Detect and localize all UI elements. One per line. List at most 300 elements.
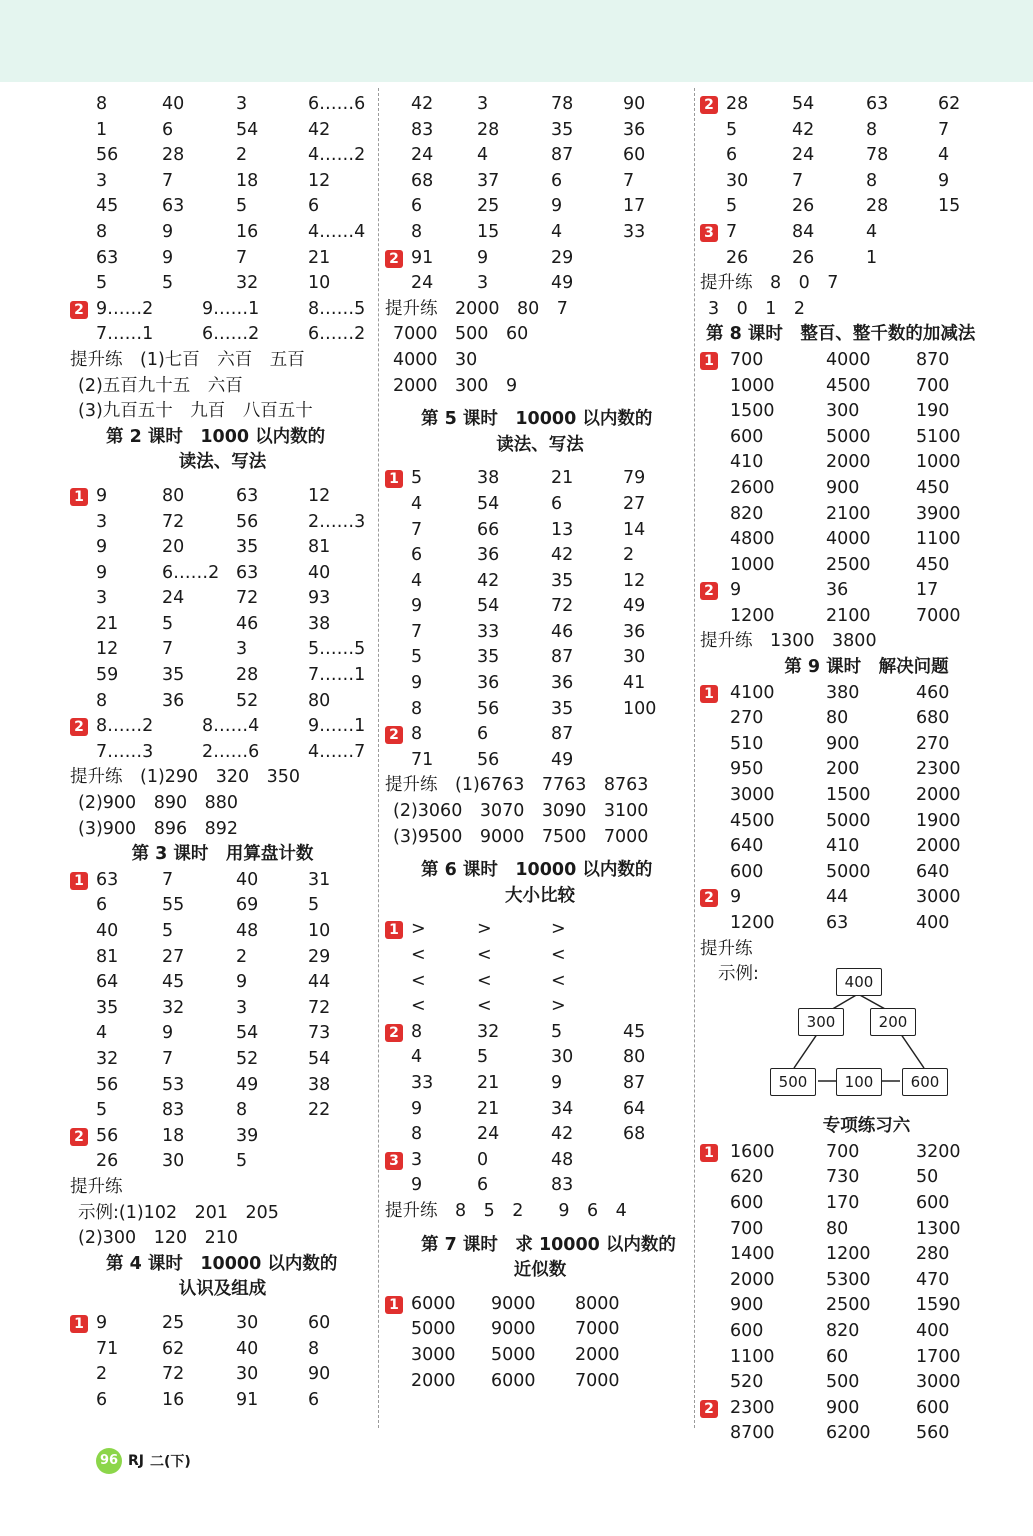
answer-cell: 450 (916, 554, 950, 575)
answer-cell: 8 (236, 1100, 248, 1121)
spacer (385, 850, 695, 858)
answer-cell: 730 (826, 1167, 860, 1188)
answer-cell: 3 (96, 511, 108, 532)
text-line: (3)九百五十 九百 八百五十 (78, 401, 313, 422)
answer-row (385, 569, 695, 595)
answer-cell: 62 (938, 94, 961, 114)
answer-cell: 21 (308, 247, 331, 268)
answer-cell: 17 (623, 196, 646, 217)
answer-cell: 63 (96, 247, 119, 268)
answer-cell: 3000 (730, 785, 775, 806)
answer-row (385, 118, 695, 144)
answer-cell: 270 (916, 733, 950, 754)
text-line: (2)五百九十五 六百 (78, 375, 243, 396)
answer-cell: 26 (792, 247, 815, 268)
answer-row (70, 970, 375, 996)
answer-row (700, 1140, 1033, 1166)
answer-cell: 15 (938, 196, 961, 217)
answer-row (70, 118, 375, 144)
answer-cell: 42 (551, 1124, 574, 1145)
answer-cell: 68 (623, 1124, 646, 1145)
answer-cell: 2300 (916, 759, 961, 780)
answer-cell: 29 (551, 247, 574, 268)
question-number-badge: 1 (70, 488, 88, 506)
answer-cell: 1200 (826, 1244, 871, 1265)
answer-cell: 280 (916, 1244, 950, 1265)
answer-cell: 90 (623, 94, 646, 114)
answer-row (70, 535, 375, 561)
answer-cell: 3000 (411, 1344, 456, 1365)
answer-cell: 2000 (411, 1370, 456, 1391)
answer-cell: 5 (162, 921, 174, 941)
text-line: 提升练 (700, 938, 753, 959)
answer-cell: 6 (726, 145, 738, 166)
answer-cell: 900 (730, 1295, 764, 1316)
answer-row (70, 689, 375, 715)
spacer (70, 476, 375, 484)
answer-row (700, 1370, 1033, 1396)
answer-cell: 7 (236, 247, 248, 268)
answer-cell: 7……3 (96, 741, 154, 762)
answer-cell: 9 (477, 247, 489, 268)
answer-cell: 2 (96, 1364, 108, 1385)
answer-cell: 950 (730, 759, 764, 780)
answer-row (385, 92, 695, 118)
answer-cell: 3000 (916, 887, 961, 908)
answer-cell: 63 (826, 913, 849, 933)
answer-cell: 91 (411, 247, 434, 268)
answer-cell: 40 (162, 94, 185, 114)
answer-cell: 81 (308, 537, 331, 558)
answer-row (385, 271, 695, 297)
answer-cell: 20 (162, 537, 185, 558)
lesson-heading: 第 7 课时 求 10000 以内数的 (421, 1234, 676, 1255)
answer-cell: 5000 (826, 426, 871, 447)
answer-cell: 72 (551, 596, 574, 617)
answer-cell: 45 (162, 972, 185, 993)
answer-row (700, 374, 1033, 400)
answer-cell: 9 (411, 1098, 423, 1119)
answer-cell: 83 (551, 1175, 574, 1196)
answer-row (700, 425, 1033, 451)
answer-cell: 6 (411, 545, 423, 566)
answer-cell: 0 (477, 1149, 489, 1170)
answer-cell: 10 (308, 921, 331, 941)
answer-cell: 7 (162, 170, 174, 191)
answer-row (700, 1165, 1033, 1191)
answer-cell: 4 (411, 570, 423, 591)
answer-cell: 9 (162, 1023, 174, 1044)
answer-row (385, 994, 695, 1020)
answer-row (385, 645, 695, 671)
answer-cell: 9 (96, 537, 108, 558)
answer-cell: 78 (866, 145, 889, 166)
answer-row (385, 1317, 695, 1343)
answer-cell: 87 (551, 145, 574, 166)
answer-cell: 40 (96, 921, 119, 941)
answer-row (700, 578, 1033, 604)
answer-column-2 (385, 92, 695, 1394)
answer-cell: 50 (916, 1167, 939, 1188)
answer-row (70, 220, 375, 246)
answer-cell: 7000 (916, 605, 961, 626)
question-number-badge: 1 (700, 1144, 718, 1162)
answer-row (385, 466, 695, 492)
answer-cell: 42 (477, 570, 500, 591)
answer-cell: 35 (551, 119, 574, 140)
answer-row (700, 604, 1033, 630)
answer-cell: 5000 (411, 1319, 456, 1340)
text-line: (2)3060 3070 3090 3100 (393, 801, 649, 822)
answer-cell: 18 (236, 170, 259, 191)
answer-cell: 49 (551, 749, 574, 770)
answer-row (700, 783, 1033, 809)
answer-cell: 700 (730, 1218, 764, 1239)
answer-cell: 87 (551, 647, 574, 668)
answer-row (70, 945, 375, 971)
answer-cell: 6200 (826, 1423, 871, 1444)
answer-cell: 52 (236, 1048, 259, 1069)
answer-cell: 6……2 (202, 324, 260, 345)
answer-cell: 410 (826, 836, 860, 857)
answer-row (70, 169, 375, 195)
answer-cell: 170 (826, 1192, 860, 1213)
answer-cell: 8 (308, 1338, 320, 1359)
text-line: 提升练 1300 3800 (700, 631, 877, 652)
answer-cell: 3 (96, 170, 108, 191)
answer-cell: 8……2 (96, 716, 154, 737)
answer-cell: 4 (866, 221, 878, 242)
answer-cell: 80 (826, 708, 849, 729)
answer-cell: 3 (236, 997, 248, 1018)
answer-cell: 600 (730, 1320, 764, 1341)
text-line: 4000 30 (393, 349, 478, 370)
answer-cell: 8700 (730, 1423, 775, 1444)
answer-cell: 28 (162, 145, 185, 166)
answer-cell: 56 (96, 145, 119, 166)
answer-cell: 4500 (730, 810, 775, 831)
answer-row (70, 586, 375, 612)
question-number-badge: 2 (700, 582, 718, 600)
answer-cell: 700 (826, 1141, 860, 1162)
answer-cell: 7……1 (96, 324, 154, 345)
answer-cell: 4 (477, 145, 489, 166)
answer-cell: 68 (411, 170, 434, 191)
answer-row (70, 663, 375, 689)
answer-cell: 83 (411, 119, 434, 140)
text-line: 示例:(1)102 201 205 (78, 1202, 279, 1223)
answer-cell: 36 (162, 690, 185, 711)
answer-row (70, 1047, 375, 1073)
answer-cell: 1300 (916, 1218, 961, 1239)
answer-cell: 64 (623, 1098, 646, 1119)
answer-cell: 6 (411, 196, 423, 217)
question-number-badge: 2 (700, 889, 718, 907)
answer-cell: 83 (162, 1100, 185, 1121)
answer-cell: 90 (308, 1364, 331, 1385)
answer-cell: 60 (308, 1312, 331, 1333)
answer-cell: 1100 (916, 529, 961, 550)
question-number-badge: 3 (385, 1152, 403, 1170)
answer-row (700, 246, 1033, 272)
answer-row (700, 1396, 1033, 1422)
answer-row (70, 714, 375, 740)
answer-cell: 9 (551, 1072, 563, 1093)
spacer (70, 1303, 375, 1311)
answer-cell: 5300 (826, 1269, 871, 1290)
answer-cell: 4……7 (308, 741, 366, 762)
answer-cell: < (411, 996, 426, 1017)
answer-cell: 5 (96, 1100, 108, 1121)
answer-cell: 4000 (826, 349, 871, 370)
answer-cell: > (411, 919, 426, 940)
answer-row (700, 911, 1033, 937)
text-line: (2)900 890 880 (78, 793, 238, 814)
answer-cell: 100 (623, 698, 657, 719)
answer-row (700, 194, 1033, 220)
column-divider (378, 88, 379, 1428)
answer-cell: 9 (162, 247, 174, 268)
answer-cell: 8 (96, 94, 108, 114)
answer-cell: 2500 (826, 1295, 871, 1316)
answer-cell: 520 (730, 1372, 764, 1393)
answer-cell: 35 (96, 997, 119, 1018)
answer-row (385, 194, 695, 220)
answer-cell: 29 (308, 946, 331, 967)
answer-row (385, 1292, 695, 1318)
answer-cell: 54 (477, 493, 500, 514)
lesson-heading: 读法、写法 (178, 452, 267, 473)
answer-cell: 7……1 (308, 665, 366, 686)
answer-cell: 72 (162, 1364, 185, 1385)
text-line: 提升练 8 0 7 (700, 273, 839, 294)
answer-row (70, 510, 375, 536)
answer-row (700, 1268, 1033, 1294)
answer-cell: 4 (938, 145, 950, 166)
answer-cell: 2 (236, 145, 248, 166)
answer-cell: 55 (162, 895, 185, 916)
answer-row (70, 194, 375, 220)
spacer (385, 1225, 695, 1233)
answer-row (700, 399, 1033, 425)
answer-cell: 60 (826, 1346, 849, 1367)
answer-cell: 2300 (730, 1397, 775, 1418)
answer-cell: 8000 (575, 1293, 620, 1314)
answer-cell: 35 (236, 537, 259, 558)
answer-cell: 2 (236, 946, 248, 967)
answer-cell: 1600 (730, 1141, 775, 1162)
question-number-badge: 1 (385, 921, 403, 939)
answer-row (385, 1097, 695, 1123)
answer-row (70, 92, 375, 118)
answer-cell: 1400 (730, 1244, 775, 1265)
answer-cell: 24 (792, 145, 815, 166)
tree-node-box: 600 (902, 1068, 948, 1096)
answer-cell: 1500 (730, 401, 775, 422)
answer-cell: 9……2 (96, 298, 154, 319)
question-number-badge: 2 (70, 301, 88, 319)
answer-cell: 52 (236, 690, 259, 711)
answer-cell: 63 (236, 562, 259, 583)
answer-cell: 510 (730, 733, 764, 754)
answer-cell: 28 (866, 196, 889, 217)
answer-cell: 25 (162, 1312, 185, 1333)
answer-cell: 1 (866, 247, 878, 268)
answer-cell: 6000 (411, 1293, 456, 1314)
question-number-badge: 2 (70, 718, 88, 736)
answer-cell: 21 (96, 613, 119, 634)
answer-cell: 4……4 (308, 221, 366, 242)
answer-row (70, 740, 375, 766)
answer-cell: 2000 (916, 836, 961, 857)
answer-cell: 48 (236, 921, 259, 941)
answer-cell: 72 (308, 997, 331, 1018)
answer-cell: 8 (96, 690, 108, 711)
answer-row (700, 143, 1033, 169)
lesson-heading: 大小比较 (505, 885, 575, 906)
answer-cell: 87 (551, 724, 574, 745)
answer-cell: 7000 (575, 1370, 620, 1391)
answer-row (385, 518, 695, 544)
answer-row (700, 92, 1033, 118)
answer-cell: 5 (308, 895, 320, 916)
answer-cell: 80 (308, 690, 331, 711)
answer-cell: 69 (236, 895, 259, 916)
answer-cell: 500 (826, 1372, 860, 1393)
lesson-heading: 第 8 课时 整百、整千数的加减法 (706, 324, 976, 345)
answer-cell: 620 (730, 1167, 764, 1188)
answer-cell: 5 (726, 119, 738, 140)
answer-cell: < (477, 970, 492, 991)
text-line: 提升练 (70, 1176, 123, 1197)
answer-cell: 21 (477, 1072, 500, 1093)
answer-cell: 42 (792, 119, 815, 140)
answer-cell: 81 (96, 946, 119, 967)
answer-row (70, 561, 375, 587)
answer-row (70, 1073, 375, 1099)
answer-cell: 600 (730, 426, 764, 447)
lesson-heading: 第 2 课时 1000 以内数的 (106, 426, 326, 447)
answer-cell: 32 (477, 1021, 500, 1042)
answer-cell: 3 (477, 273, 489, 294)
question-number-badge: 3 (700, 224, 718, 242)
answer-row (385, 143, 695, 169)
answer-cell: 42 (308, 119, 331, 140)
answer-cell: 12 (308, 485, 331, 506)
answer-cell: 9000 (491, 1319, 536, 1340)
answer-cell: 8 (411, 1021, 423, 1042)
answer-cell: 3 (411, 1149, 423, 1170)
answer-row (70, 919, 375, 945)
answer-cell: 870 (916, 349, 950, 370)
answer-cell: 9 (96, 562, 108, 583)
answer-cell: < (551, 970, 566, 991)
answer-cell: 31 (308, 869, 331, 890)
answer-row (385, 722, 695, 748)
answer-row (70, 297, 375, 323)
answer-row (700, 169, 1033, 195)
answer-cell: 1900 (916, 810, 961, 831)
answer-cell: 9 (162, 221, 174, 242)
text-line: (3)900 896 892 (78, 818, 238, 839)
answer-row (70, 1388, 375, 1414)
answer-cell: 27 (162, 946, 185, 967)
question-number-badge: 1 (70, 872, 88, 890)
answer-cell: 700 (916, 375, 950, 396)
question-number-badge: 2 (70, 1128, 88, 1146)
answer-cell: 46 (551, 621, 574, 642)
answer-cell: 42 (411, 94, 434, 114)
answer-cell: 7 (411, 621, 423, 642)
answer-cell: 40 (308, 562, 331, 583)
answer-cell: 54 (308, 1048, 331, 1069)
answer-cell: 42 (551, 545, 574, 566)
answer-cell: 5 (162, 613, 174, 634)
answer-cell: 38 (477, 468, 500, 489)
answer-cell: 8 (411, 724, 423, 745)
lesson-heading: 第 5 课时 10000 以内数的 (421, 409, 653, 430)
answer-cell: 28 (236, 665, 259, 686)
answer-row (70, 1149, 375, 1175)
answer-row (70, 1311, 375, 1337)
answer-row (700, 1345, 1033, 1371)
answer-cell: 450 (916, 477, 950, 498)
answer-cell: 16 (236, 221, 259, 242)
text-line: 提升练 (1)290 320 350 (70, 767, 300, 788)
answer-row (385, 594, 695, 620)
spacer (385, 909, 695, 917)
answer-cell: 1200 (730, 913, 775, 933)
answer-cell: 9 (96, 485, 108, 506)
answer-row (700, 809, 1033, 835)
lesson-heading: 第 3 课时 用算盘计数 (131, 844, 314, 865)
answer-cell: 300 (826, 401, 860, 422)
answer-cell: 2000 (575, 1344, 620, 1365)
answer-cell: 8 (411, 221, 423, 242)
answer-cell: 3 (96, 588, 108, 609)
answer-cell: 35 (551, 570, 574, 591)
answer-cell: 10 (308, 273, 331, 294)
answer-cell: 53 (162, 1074, 185, 1095)
answer-cell: 63 (162, 196, 185, 217)
answer-cell: 84 (792, 221, 815, 242)
answer-column-1 (70, 92, 375, 1413)
answer-cell: 35 (551, 698, 574, 719)
answer-cell: 18 (162, 1125, 185, 1146)
answer-cell: 3 (236, 639, 248, 660)
answer-row (700, 1293, 1033, 1319)
answer-cell: 6000 (491, 1370, 536, 1391)
answer-row (700, 834, 1033, 860)
answer-row (700, 1319, 1033, 1345)
answer-row (700, 1191, 1033, 1217)
answer-cell: 38 (308, 613, 331, 634)
answer-cell: 400 (916, 1320, 950, 1341)
answer-cell: 8 (866, 170, 878, 191)
answer-cell: 64 (96, 972, 119, 993)
answer-cell: 44 (308, 972, 331, 993)
answer-cell: 6……2 (308, 324, 366, 345)
answer-cell: 26 (792, 196, 815, 217)
answer-cell: 9 (411, 1175, 423, 1196)
answer-cell: 9……1 (202, 298, 260, 319)
answer-cell: 35 (162, 665, 185, 686)
answer-cell: 2000 (916, 785, 961, 806)
answer-cell: 56 (236, 511, 259, 532)
answer-row (70, 322, 375, 348)
text-line: 提升练 8 5 2 9 6 4 (385, 1200, 627, 1221)
answer-cell: 5000 (826, 861, 871, 882)
